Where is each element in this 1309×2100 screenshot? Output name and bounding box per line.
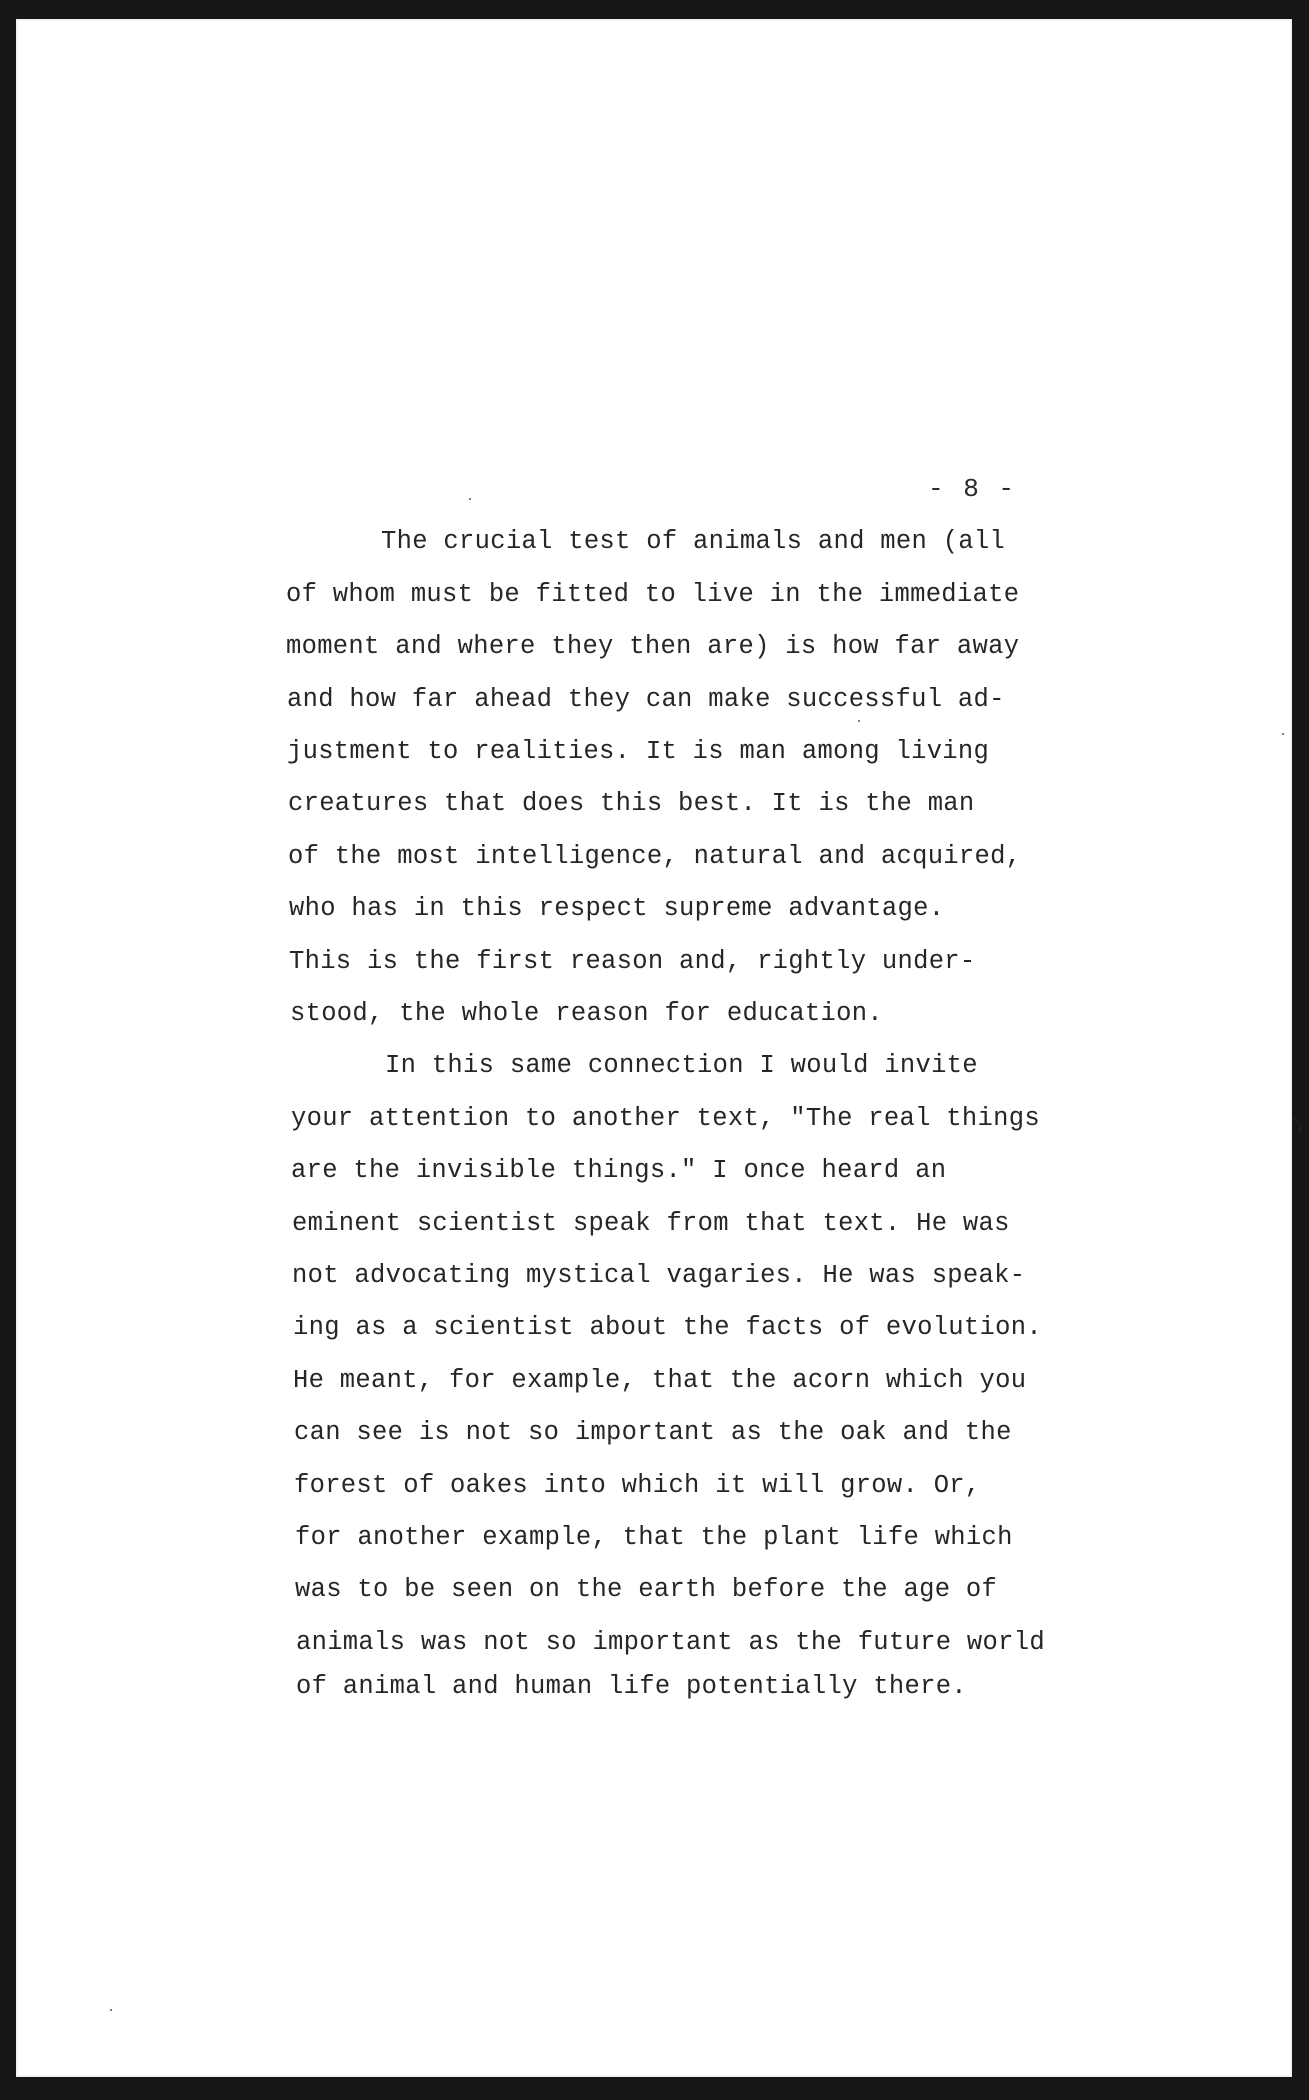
text-line: are the invisible things." I once heard an <box>291 1156 947 1185</box>
paper-speck <box>110 2009 112 2011</box>
paper-speck <box>858 720 860 722</box>
text-line: for another example, that the plant life which <box>295 1523 1013 1552</box>
text-line: This is the first reason and, rightly under- <box>289 947 976 976</box>
page-number: - 8 - <box>928 474 1017 504</box>
text-line: moment and where they then are) is how far away <box>286 632 1020 661</box>
text-line: forest of oakes into which it will grow. Or, <box>294 1471 981 1500</box>
document-page <box>16 19 1292 2077</box>
paper-speck <box>1282 733 1284 735</box>
text-line: eminent scientist speak from that text. He was <box>292 1209 1010 1238</box>
text-line: of whom must be fitted to live in the immediate <box>286 580 1020 609</box>
text-line: of the most intelligence, natural and acquired, <box>288 842 1022 871</box>
text-line: of animal and human life potentially there. <box>296 1672 967 1701</box>
text-line: was to be seen on the earth before the age of <box>295 1575 998 1604</box>
text-line: He meant, for example, that the acorn which you <box>293 1366 1027 1395</box>
text-line: The crucial test of animals and men (all <box>381 527 1006 556</box>
text-line: In this same connection I would invite <box>385 1051 978 1080</box>
paper-speck <box>469 498 471 500</box>
text-line: can see is not so important as the oak and the <box>294 1418 1012 1447</box>
text-line: ing as a scientist about the facts of evolution. <box>293 1313 1042 1342</box>
text-line: and how far ahead they can make successful ad- <box>287 685 1005 714</box>
text-line: your attention to another text, "The real things <box>291 1104 1040 1133</box>
text-line: not advocating mystical vagaries. He was speak- <box>292 1261 1026 1290</box>
text-line: stood, the whole reason for education. <box>290 999 883 1028</box>
text-line: animals was not so important as the future world <box>296 1628 1045 1657</box>
text-line: who has in this respect supreme advantage. <box>289 894 945 923</box>
margin-tick-mark <box>1292 1114 1306 1136</box>
text-line: creatures that does this best. It is the man <box>288 789 975 818</box>
text-line: justment to realities. It is man among living <box>287 737 990 766</box>
